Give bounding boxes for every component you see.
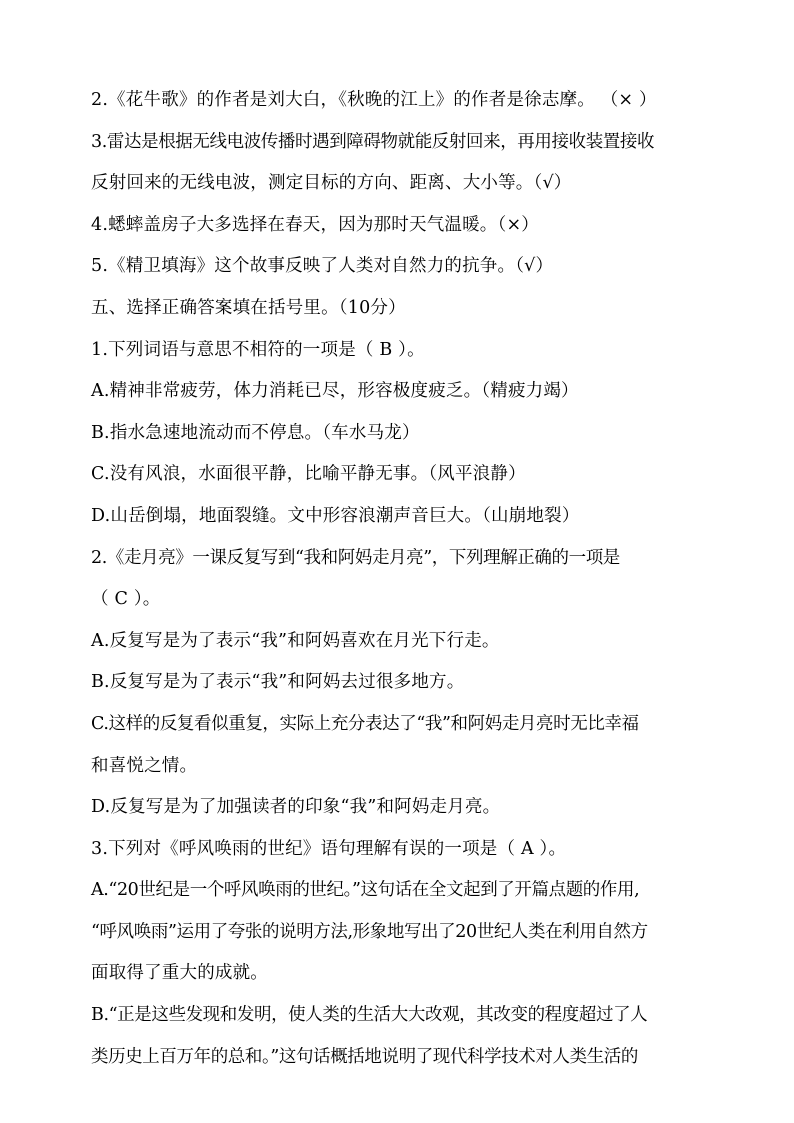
answer-option: 和喜悦之情。: [91, 755, 198, 776]
answer-option: A.“20世纪是一个呼风唤雨的世纪。”这句话在全文起到了开篇点题的作用,: [91, 880, 640, 901]
question-stem: 1.下列词语与意思不相符的一项是（ B ）。: [91, 339, 425, 360]
question-stem: 3.下列对《呼风唤雨的世纪》语句理解有误的一项是（ A ）。: [91, 838, 567, 859]
answer-option: C.这样的反复看似重复，实际上充分表达了“我”和阿妈走月亮时无比幸福: [91, 713, 639, 734]
text-line: 反射回来的无线电波，测定目标的方向、距离、大小等。（√）: [91, 173, 572, 194]
answer-option: C.没有风浪，水面很平静，比喻平静无事。（风平浪静）: [91, 464, 526, 485]
answer-option: “呼风唤雨”运用了夸张的说明方法,形象地写出了20世纪人类在利用自然方: [91, 921, 648, 942]
answer-option: D.反复写是为了加强读者的印象“我”和阿妈走月亮。: [91, 797, 501, 818]
answer-option: A.反复写是为了表示“我”和阿妈喜欢在月光下行走。: [91, 630, 500, 651]
text-line: 3.雷达是根据无线电波传播时遇到障碍物就能反射回来，再用接收装置接收: [91, 131, 655, 152]
answer-option: B.“正是这些发现和发明，使人类的生活大大改观，其改变的程度超过了人: [91, 1005, 648, 1026]
document-page: [91, 80, 711, 1078]
text-line: 5.《精卫填海》这个故事反映了人类对自然力的抗争。（√）: [91, 256, 554, 277]
answer-option: 类历史上百万年的总和。”这句话概括地说明了现代科学技术对人类生活的: [91, 1046, 638, 1067]
section-heading: 五、选择正确答案填在括号里。（10分）: [91, 297, 406, 318]
question-stem: （ C ）。: [91, 589, 161, 610]
answer-option: A.精神非常疲劳，体力消耗已尽，形容极度疲乏。（精疲力竭）: [91, 381, 579, 402]
text-line: 4.蟋蟀盖房子大多选择在春天，因为那时天气温暖。（×）: [91, 214, 540, 235]
answer-option: D.山岳倒塌，地面裂缝。文中形容浪潮声音巨大。（山崩地裂）: [91, 505, 580, 526]
answer-option: B.反复写是为了表示“我”和阿妈去过很多地方。: [91, 672, 465, 693]
answer-option: B.指水急速地流动而不停息。（车水马龙）: [91, 422, 420, 443]
text-line: 2.《花牛歌》的作者是刘大白，《秋晚的江上》的作者是徐志摩。 （× ）: [91, 90, 657, 110]
question-stem: 2.《走月亮》一课反复写到“我和阿妈走月亮”，下列理解正确的一项是: [91, 547, 620, 568]
answer-option: 面取得了重大的成就。: [91, 963, 268, 984]
